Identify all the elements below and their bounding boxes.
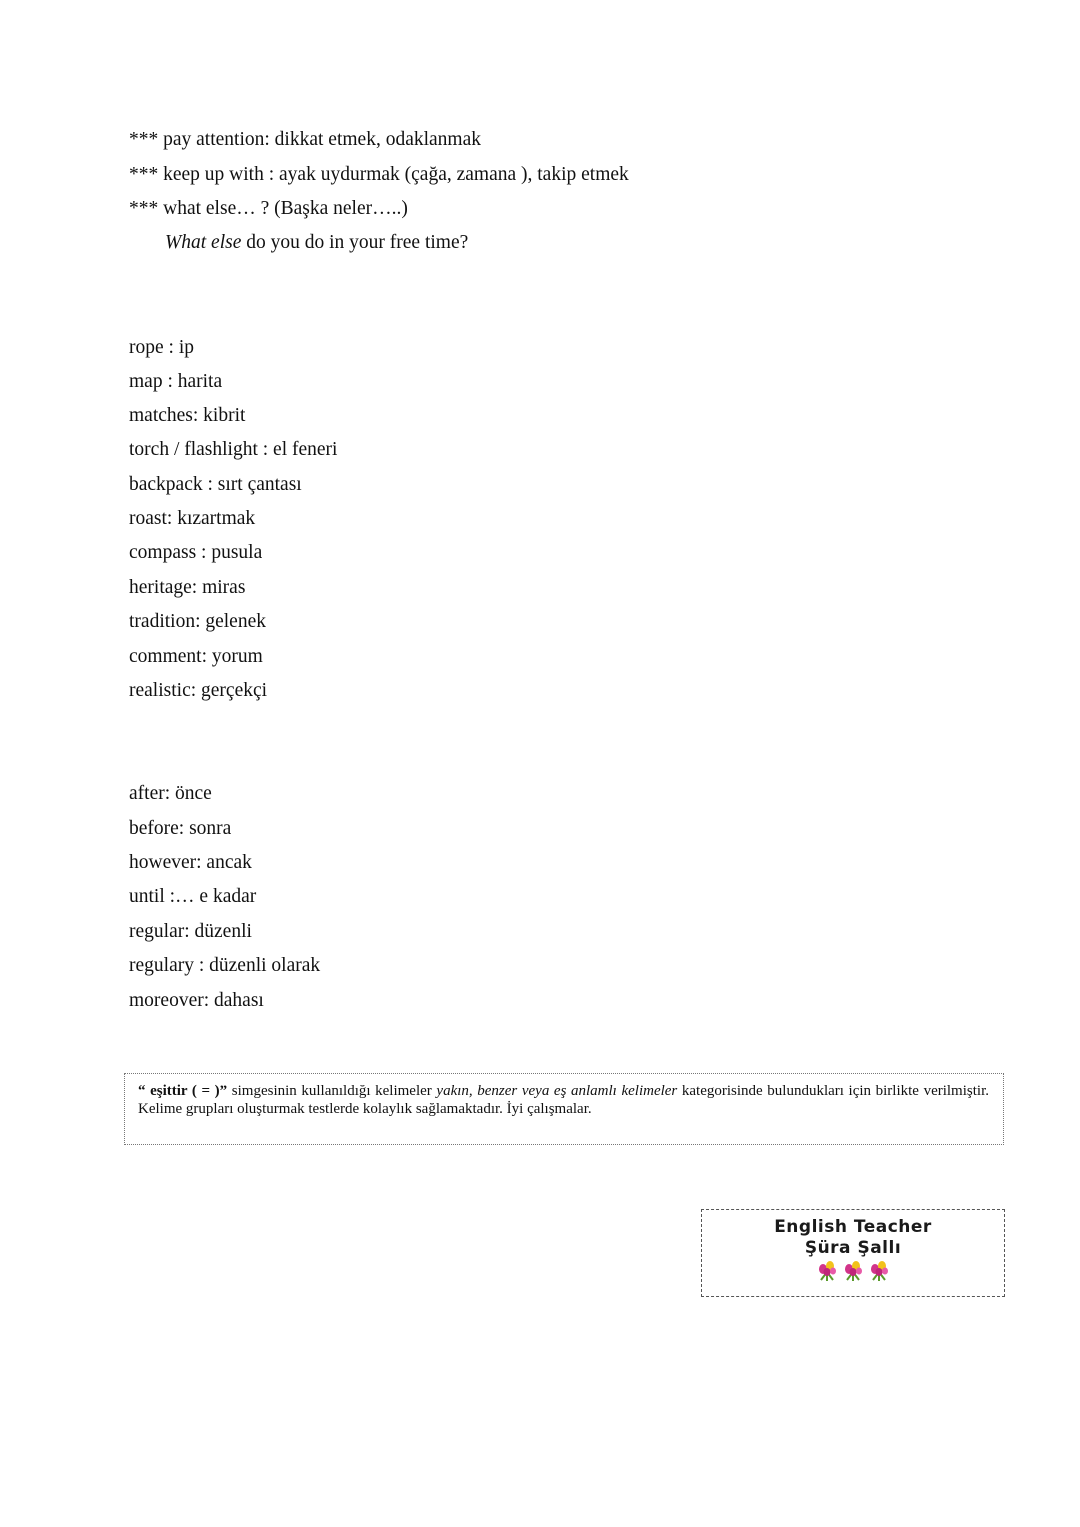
note-marker: *** — [129, 198, 159, 219]
vocab-item: regular: düzenli — [129, 921, 252, 942]
vocab-item: realistic: gerçekçi — [129, 680, 268, 701]
example-rest: do you do in your free time? — [241, 232, 469, 253]
flower-bouquet-icon — [867, 1260, 891, 1282]
vocab-item: roast: kızartmak — [129, 508, 256, 529]
example-sentence — [165, 231, 468, 255]
vocab-item: map : harita — [129, 371, 223, 392]
vocab-item: compass : pusula — [129, 542, 263, 563]
vocab-item: matches: kibrit — [129, 405, 246, 426]
info-box — [124, 1073, 1004, 1145]
example-italic: What else — [165, 232, 242, 253]
note-text: keep up with : ayak uydurmak (çağa, zamana ), takip etmek — [163, 164, 629, 185]
signature-title: English Teacher — [774, 1217, 932, 1237]
vocab-item: comment: yorum — [129, 646, 263, 667]
info-text-1: simgesinin kullanıldığı kelimeler — [227, 1083, 437, 1099]
vocab-item: before: sonra — [129, 818, 232, 839]
vocab-item: after: önce — [129, 783, 212, 804]
note-what-else — [129, 197, 408, 221]
note-text: pay attention: dikkat etmek, odaklanmak — [163, 129, 481, 150]
signature-box — [701, 1209, 1005, 1297]
flower-bouquet-icon — [841, 1260, 865, 1282]
note-keep-up-with — [129, 163, 629, 187]
vocab-item: backpack : sırt çantası — [129, 474, 302, 495]
vocab-item: moreover: dahası — [129, 990, 264, 1011]
vocab-item: torch / flashlight : el feneri — [129, 439, 338, 460]
note-marker: *** — [129, 129, 159, 150]
vocab-item: tradition: gelenek — [129, 611, 266, 632]
signature-name: Şüra Şallı — [804, 1238, 902, 1258]
vocab-item: regulary : düzenli olarak — [129, 955, 321, 976]
note-pay-attention — [129, 128, 481, 152]
note-text: what else… ? (Başka neler…..) — [163, 198, 408, 219]
note-marker: *** — [129, 164, 159, 185]
info-bold: “ eşittir ( = )” — [138, 1083, 228, 1099]
vocab-item: rope : ip — [129, 337, 194, 358]
vocab-item: until :… e kadar — [129, 886, 257, 907]
info-text-2: kategorisinde bulundukları için birlikte verilmiştir. Kelime grupları oluşturmak testlerde kolaylık sağlamaktadır. İyi çalışmalar. — [138, 1083, 989, 1117]
flower-decoration — [702, 1260, 1004, 1282]
flower-bouquet-icon — [815, 1260, 839, 1282]
vocab-item: heritage: miras — [129, 577, 246, 598]
info-italic: yakın, benzer veya eş anlamlı kelimeler — [436, 1083, 678, 1099]
vocab-item: however: ancak — [129, 852, 252, 873]
